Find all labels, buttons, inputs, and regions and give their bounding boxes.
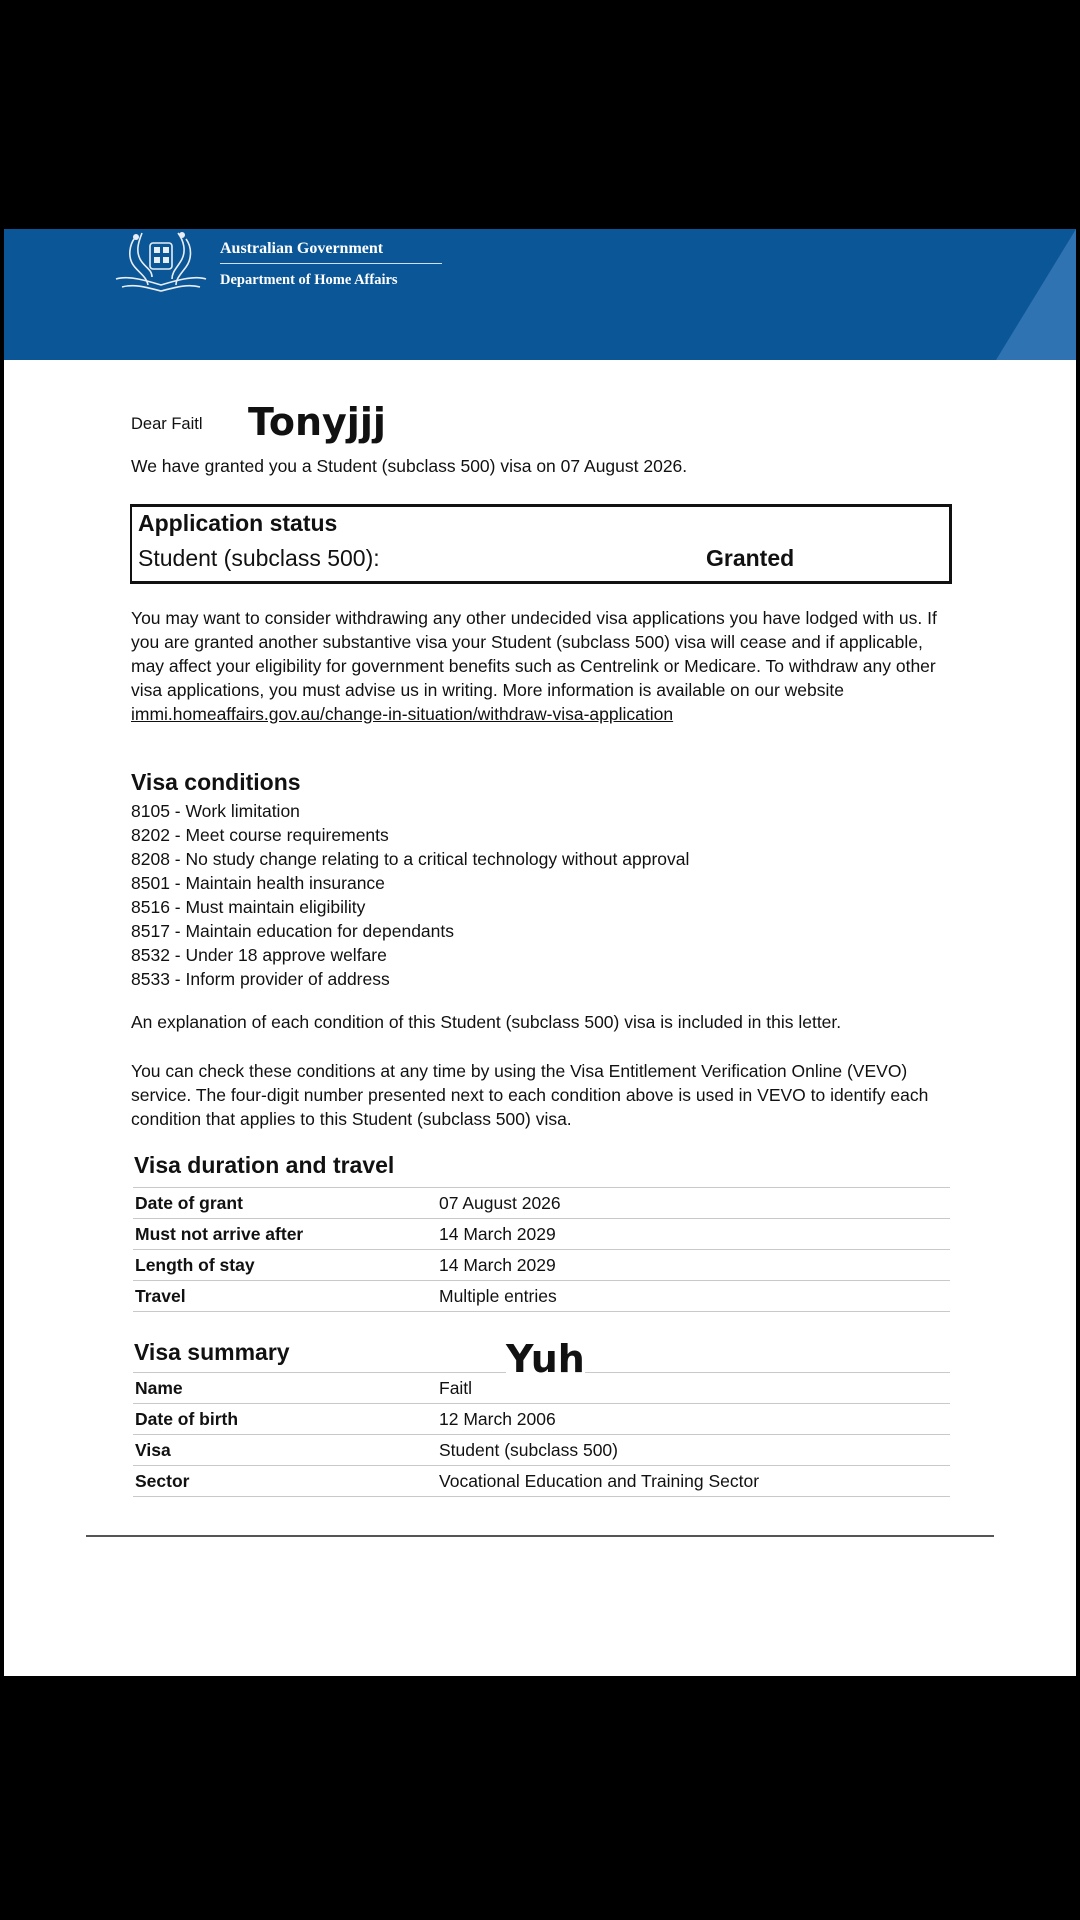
row-value: 14 March 2029 bbox=[437, 1219, 950, 1250]
withdraw-visa-paragraph bbox=[131, 606, 951, 726]
table-row bbox=[133, 1188, 950, 1219]
row-value: 07 August 2026 bbox=[437, 1188, 950, 1219]
condition-item: 8202 - Meet course requirements bbox=[131, 825, 389, 845]
condition-item: 8501 - Maintain health insurance bbox=[131, 873, 385, 893]
banner-stripe bbox=[996, 229, 1076, 360]
table-row bbox=[133, 1250, 950, 1281]
travel-table bbox=[133, 1187, 950, 1312]
coat-of-arms-icon bbox=[108, 229, 214, 293]
row-value: Multiple entries bbox=[437, 1281, 950, 1312]
handwritten-name: Tonyjjj bbox=[248, 400, 386, 444]
grant-statement: We have granted you a Student (subclass 500) visa on 07 August 2026. bbox=[131, 456, 688, 476]
row-label: Sector bbox=[133, 1466, 437, 1497]
row-value: Faitl bbox=[437, 1373, 950, 1404]
withdraw-visa-link[interactable]: immi.homeaffairs.gov.au/change-in-situation/withdraw-visa-application bbox=[131, 704, 674, 724]
footer-divider bbox=[86, 1535, 994, 1537]
row-value: 14 March 2029 bbox=[437, 1250, 950, 1281]
department-name: Department of Home Affairs bbox=[220, 272, 398, 288]
table-row bbox=[133, 1219, 950, 1250]
row-label: Visa bbox=[133, 1435, 437, 1466]
row-value: Vocational Education and Training Sector bbox=[437, 1466, 950, 1497]
summary-heading: Visa summary bbox=[134, 1339, 290, 1365]
application-status-box bbox=[130, 504, 952, 584]
table-row bbox=[133, 1404, 950, 1435]
condition-item: 8517 - Maintain education for dependants bbox=[131, 921, 455, 941]
table-row bbox=[133, 1466, 950, 1497]
table-row bbox=[133, 1281, 950, 1312]
government-name: Australian Government bbox=[220, 240, 384, 257]
condition-item: 8533 - Inform provider of address bbox=[131, 969, 390, 989]
status-badge: Granted bbox=[706, 545, 795, 571]
table-row bbox=[133, 1435, 950, 1466]
summary-table bbox=[133, 1372, 950, 1497]
row-label: Date of grant bbox=[133, 1188, 437, 1219]
conditions-explanation: An explanation of each condition of this Student (subclass 500) visa is included in this letter. bbox=[131, 1012, 842, 1032]
condition-item: 8516 - Must maintain eligibility bbox=[131, 897, 366, 917]
row-label: Must not arrive after bbox=[133, 1219, 437, 1250]
row-label: Travel bbox=[133, 1281, 437, 1312]
government-banner bbox=[4, 229, 1076, 360]
visa-conditions-heading: Visa conditions bbox=[131, 769, 301, 795]
travel-heading: Visa duration and travel bbox=[134, 1152, 395, 1178]
header-divider bbox=[220, 263, 442, 264]
row-label: Length of stay bbox=[133, 1250, 437, 1281]
vevo-paragraph: You can check these conditions at any time by using the Visa Entitlement Verification Online (VEVO) service. The four-digit number presented next to each condition above is used in VEVO to identify each condition that applies to this Student (subclass 500) visa. bbox=[131, 1061, 929, 1129]
visa-conditions-list bbox=[131, 799, 689, 991]
salutation: Dear Faitl bbox=[131, 415, 203, 433]
condition-item: 8532 - Under 18 approve welfare bbox=[131, 945, 387, 965]
visa-grant-letter bbox=[4, 229, 1076, 1676]
withdraw-visa-text: You may want to consider withdrawing any other undecided visa applications you have lodged with us. If you are granted another substantive visa your Student (subclass 500) visa will cease and if applicable, may affect your eligibility for government benefits such as Centrelink or Medicare. To withdraw any other visa applications, you must advise us in writing. More information is available on our website bbox=[131, 608, 937, 700]
status-box-title: Application status bbox=[138, 510, 338, 536]
row-label: Name bbox=[133, 1373, 437, 1404]
row-value: Student (subclass 500) bbox=[437, 1435, 950, 1466]
handwritten-annotation: Yuh bbox=[506, 1337, 585, 1381]
condition-item: 8105 - Work limitation bbox=[131, 801, 300, 821]
row-label: Date of birth bbox=[133, 1404, 437, 1435]
status-visa-label: Student (subclass 500): bbox=[138, 545, 380, 571]
condition-item: 8208 - No study change relating to a critical technology without approval bbox=[131, 849, 690, 869]
row-value: 12 March 2006 bbox=[437, 1404, 950, 1435]
